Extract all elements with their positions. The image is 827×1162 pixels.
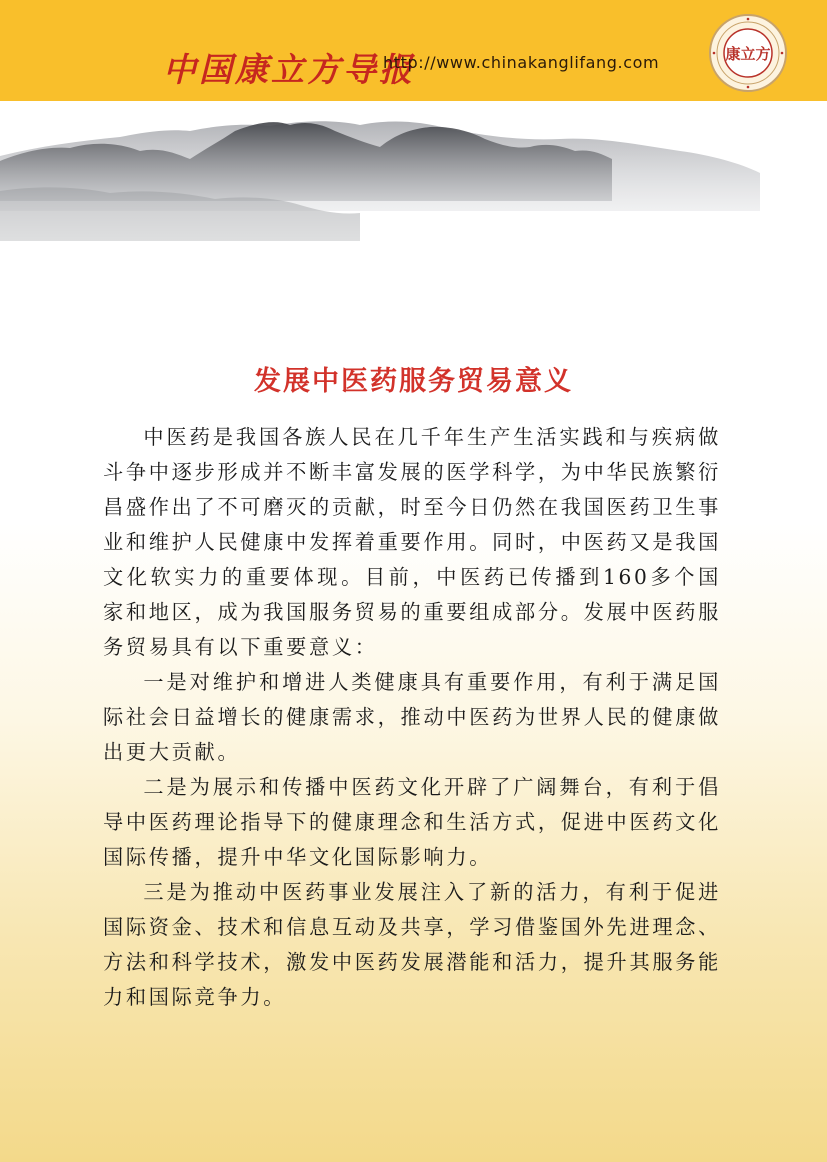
seal-logo bbox=[708, 13, 788, 93]
mountain-landscape-image bbox=[0, 101, 827, 341]
paragraph: 二是为展示和传播中医药文化开辟了广阔舞台，有利于倡导中医药理论指导下的健康理念和生活方式，促进中医药文化国际传播，提升中华文化国际影响力。 bbox=[103, 775, 721, 869]
brand-title: 中国康立方导报 bbox=[163, 50, 415, 89]
article-title: 发展中医药服务贸易意义 bbox=[254, 366, 573, 397]
paragraph: 三是为推动中医药事业发展注入了新的活力，有利于促进国际资金、技术和信息互动及共享，学习借鉴国外先进理念、方法和科学技术，激发中医药发展潜能和活力，提升其服务能力和国际竞争力。 bbox=[103, 880, 721, 1009]
paragraph: 中医药是我国各族人民在几千年生产生活实践和与疾病做斗争中逐步形成并不断丰富发展的医学科学，为中华民族繁衍昌盛作出了不可磨灭的贡献，时至今日仍然在我国医药卫生事业和维护人民健康中发挥着重要作用。同时，中医药又是我国文化软实力的重要体现。目前，中医药已传播到160多个国家和地区，成为我国服务贸易的重要组成部分。发展中医药服务贸易具有以下重要意义： bbox=[103, 425, 721, 659]
website-url[interactable]: http://www.chinakanglifang.com bbox=[383, 53, 660, 72]
article-body bbox=[103, 420, 721, 1015]
paragraph: 一是对维护和增进人类健康具有重要作用，有利于满足国际社会日益增长的健康需求，推动中医药为世界人民的健康做出更大贡献。 bbox=[103, 670, 721, 764]
svg-text:康立方: 康立方 bbox=[725, 45, 771, 63]
